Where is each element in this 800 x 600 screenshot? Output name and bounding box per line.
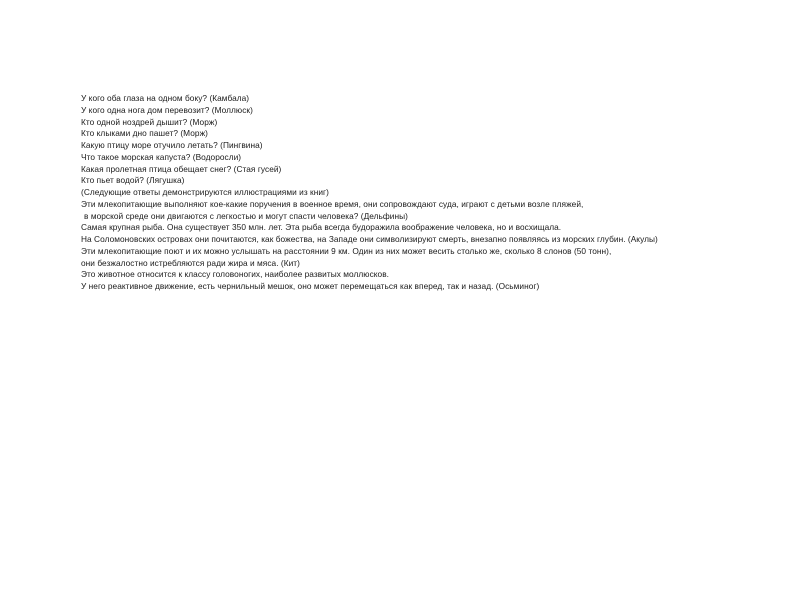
- quiz-line-10: Эти млекопитающие выполняют кое-какие поручения в военное время, они сопровождают суда, играют с детьми возле пляжей,: [81, 198, 584, 209]
- quiz-line-17: У него реактивное движение, есть чернильный мешок, оно может перемещаться как вперед, так и назад. (Осьминог): [81, 281, 540, 291]
- quiz-line-5: Какую птицу море отучило летать? (Пингвина): [81, 140, 263, 150]
- quiz-line-16: Это животное относится к классу головоногих, наиболее развитых моллюсков.: [81, 269, 390, 280]
- quiz-line-8: Кто пьет водой? (Лягушка): [81, 175, 185, 186]
- quiz-line-1: У кого оба глаза на одном боку? (Камбала): [81, 93, 250, 103]
- quiz-text-block: [81, 93, 781, 293]
- quiz-line-14: Эти млекопитающие поют и их можно услышать на расстоянии 9 км. Один из них может весить столько же, сколько 8 слонов (50 тонн),: [81, 245, 612, 256]
- quiz-line-15: они безжалостно истребляются ради жира и мяса. (Кит): [81, 257, 300, 268]
- quiz-line-2: У кого одна нога дом перевозит? (Моллюск): [81, 104, 253, 115]
- quiz-line-4: Кто клыками дно пашет? (Морж): [81, 128, 208, 139]
- quiz-line-3: Кто одной ноздрей дышит? (Морж): [81, 116, 218, 127]
- quiz-line-12: Самая крупная рыба. Она существует 350 млн. лет. Эта рыба всегда будоражила воображение человека, но и восхищала.: [81, 222, 562, 233]
- quiz-line-13: На Соломоновских островах они почитаются, как божества, на Западе они символизируют смерть, внезапно появляясь из морских глубин. (Акулы): [81, 234, 658, 244]
- quiz-line-7: Какая пролетная птица обещает снег? (Стая гусей): [81, 163, 282, 174]
- quiz-line-9: (Следующие ответы демонстрируются иллюстрациями из книг): [81, 187, 329, 197]
- quiz-line-11: в морской среде они двигаются с легкостью и могут спасти человека? (Дельфины): [84, 210, 408, 221]
- quiz-line-6: Что такое морская капуста? (Водоросли): [81, 151, 242, 162]
